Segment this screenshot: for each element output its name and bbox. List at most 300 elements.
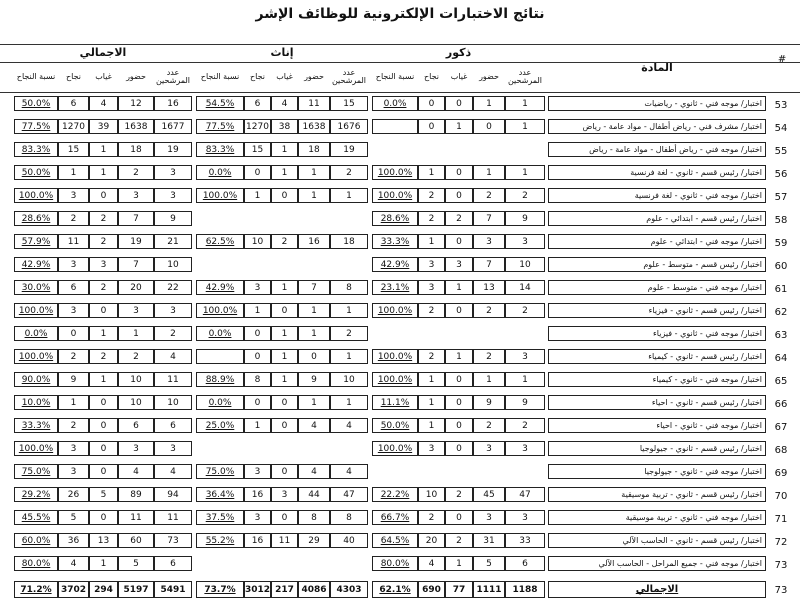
subject-cell: اختبار/ رئيس قسم - ثانوي - الحاسب الآلي xyxy=(548,533,766,548)
cell-total-present: 20 xyxy=(118,280,154,295)
cell-total-passed: 1 xyxy=(58,395,89,410)
cell-male-pct: 100.0% xyxy=(372,349,418,364)
cell-male-absent: 3 xyxy=(445,257,473,272)
row-number: 59 xyxy=(774,238,788,249)
cell-male-pct: 100.0% xyxy=(372,303,418,318)
cell-total-passed: 2 xyxy=(58,349,89,364)
table-row xyxy=(0,253,800,276)
table-row xyxy=(0,115,800,138)
cell-female-pct: 100.0% xyxy=(196,188,244,203)
row-number: 58 xyxy=(774,215,788,226)
cell-female-absent: 0 xyxy=(271,418,298,433)
cell-female-passed: 1270 xyxy=(244,119,271,134)
cell-female-present: 7 xyxy=(298,280,330,295)
group-header-female: إناث xyxy=(270,46,294,59)
cell-male-candidates: 2 xyxy=(505,418,545,433)
table-row xyxy=(0,92,800,115)
cell-total-passed: 3 xyxy=(58,257,89,272)
subject-cell: اختبار/ موجه فني - ثانوي - احياء xyxy=(548,418,766,433)
table-row xyxy=(0,299,800,322)
cell-female-present: 8 xyxy=(298,510,330,525)
cell-female-pct: 0.0% xyxy=(196,395,244,410)
cell-male-absent: 2 xyxy=(445,211,473,226)
cell-male-absent: 1 xyxy=(445,556,473,571)
cell-male-pct: 22.2% xyxy=(372,487,418,502)
cell-male-candidates: 14 xyxy=(505,280,545,295)
cell-male-candidates: 2 xyxy=(505,188,545,203)
subject-cell: اختبار/ رئيس قسم - ثانوي - تربية موسيقية xyxy=(548,487,766,502)
cell-total-pct: 57.9% xyxy=(14,234,58,249)
cell-male-absent: 0 xyxy=(445,188,473,203)
cell-total-candidates: 6 xyxy=(154,556,192,571)
totals-row-number: 73 xyxy=(774,585,788,596)
cell-female-absent: 1 xyxy=(271,349,298,364)
cell-total-passed: 9 xyxy=(58,372,89,387)
cell-male-passed: 690 xyxy=(418,581,445,598)
cell-female-absent: 1 xyxy=(271,142,298,157)
cell-total-passed: 1 xyxy=(58,165,89,180)
cell-male-pct xyxy=(372,119,418,134)
cell-male-passed: 20 xyxy=(418,533,445,548)
cell-total-present: 7 xyxy=(118,257,154,272)
cell-total-passed: 3 xyxy=(58,441,89,456)
cell-total-absent: 2 xyxy=(89,280,118,295)
row-number: 63 xyxy=(774,330,788,341)
cell-male-pct: 64.5% xyxy=(372,533,418,548)
cell-female-pct: 37.5% xyxy=(196,510,244,525)
cell-male-candidates: 1 xyxy=(505,96,545,111)
cell-male-pct: 100.0% xyxy=(372,188,418,203)
cell-female-pct xyxy=(196,349,244,364)
cell-total-absent: 0 xyxy=(89,441,118,456)
cell-male-absent: 0 xyxy=(445,234,473,249)
cell-male-present: 3 xyxy=(473,441,505,456)
row-number: 62 xyxy=(774,307,788,318)
cell-female-present: 1638 xyxy=(298,119,330,134)
cell-total-passed: 1270 xyxy=(58,119,89,134)
subject-cell: اختبار/ موجه فني - ثانوي - تربية موسيقية xyxy=(548,510,766,525)
cell-female-present: 1 xyxy=(298,165,330,180)
cell-total-passed: 2 xyxy=(58,211,89,226)
cell-female-pct: 25.0% xyxy=(196,418,244,433)
cell-total-pct: 75.0% xyxy=(14,464,58,479)
cell-total-candidates: 2 xyxy=(154,326,192,341)
cell-female-candidates: 18 xyxy=(330,234,368,249)
cell-female-pct: 54.5% xyxy=(196,96,244,111)
cell-total-present: 2 xyxy=(118,165,154,180)
cell-total-pct: 100.0% xyxy=(14,441,58,456)
column-header-candidates: عدد المرشحين xyxy=(155,67,191,85)
subject-cell: اختبار/ مشرف فني - رياض أطفال - مواد عامة - رياض xyxy=(548,119,766,134)
subject-cell: اختبار/ رئيس قسم - ثانوي - جيولوجيا xyxy=(548,441,766,456)
cell-female-absent: 3 xyxy=(271,487,298,502)
cell-male-passed: 2 xyxy=(418,510,445,525)
cell-total-passed: 3702 xyxy=(58,581,89,598)
column-header-present: حضور xyxy=(479,71,499,81)
cell-total-candidates: 1677 xyxy=(154,119,192,134)
cell-female-candidates: 1676 xyxy=(330,119,368,134)
subject-cell: اختبار/ موجه فني - ثانوي - كيمياء xyxy=(548,372,766,387)
cell-total-pct: 71.2% xyxy=(14,581,58,598)
cell-total-present: 3 xyxy=(118,303,154,318)
cell-female-pct: 42.9% xyxy=(196,280,244,295)
table-row xyxy=(0,230,800,253)
cell-total-absent: 13 xyxy=(89,533,118,548)
cell-total-present: 3 xyxy=(118,188,154,203)
cell-male-passed: 0 xyxy=(418,119,445,134)
cell-female-present: 4 xyxy=(298,418,330,433)
column-header-passed: نجاح xyxy=(424,71,439,81)
cell-total-candidates: 3 xyxy=(154,441,192,456)
column-header-present: حضور xyxy=(304,71,324,81)
group-header-total: الاجمالي xyxy=(79,46,127,59)
cell-total-present: 18 xyxy=(118,142,154,157)
cell-total-candidates: 5491 xyxy=(154,581,192,598)
cell-female-passed: 0 xyxy=(244,165,271,180)
cell-female-candidates: 2 xyxy=(330,326,368,341)
cell-total-candidates: 10 xyxy=(154,257,192,272)
cell-male-passed: 2 xyxy=(418,188,445,203)
column-header-absent: غياب xyxy=(450,71,468,81)
cell-total-candidates: 4 xyxy=(154,464,192,479)
cell-female-pct: 36.4% xyxy=(196,487,244,502)
cell-female-passed: 6 xyxy=(244,96,271,111)
row-number: 54 xyxy=(774,123,788,134)
cell-male-present: 31 xyxy=(473,533,505,548)
cell-male-candidates: 10 xyxy=(505,257,545,272)
cell-female-passed: 3 xyxy=(244,280,271,295)
cell-total-candidates: 4 xyxy=(154,349,192,364)
cell-total-pct: 80.0% xyxy=(14,556,58,571)
cell-total-passed: 2 xyxy=(58,418,89,433)
cell-total-pct: 100.0% xyxy=(14,303,58,318)
cell-female-absent: 0 xyxy=(271,510,298,525)
cell-male-candidates: 9 xyxy=(505,211,545,226)
cell-male-absent: 77 xyxy=(445,581,473,598)
cell-total-pct: 50.0% xyxy=(14,165,58,180)
cell-male-pct: 100.0% xyxy=(372,372,418,387)
cell-male-pct: 80.0% xyxy=(372,556,418,571)
row-number: 64 xyxy=(774,353,788,364)
cell-female-present: 1 xyxy=(298,326,330,341)
cell-male-absent: 2 xyxy=(445,487,473,502)
cell-total-pct: 10.0% xyxy=(14,395,58,410)
cell-total-candidates: 19 xyxy=(154,142,192,157)
cell-total-present: 5 xyxy=(118,556,154,571)
cell-female-candidates: 10 xyxy=(330,372,368,387)
cell-total-candidates: 3 xyxy=(154,188,192,203)
row-number: 69 xyxy=(774,468,788,479)
cell-male-candidates: 2 xyxy=(505,303,545,318)
cell-total-candidates: 6 xyxy=(154,418,192,433)
column-header-pct: نسبة النجاح xyxy=(200,71,240,81)
table-row xyxy=(0,368,800,391)
cell-female-passed: 1 xyxy=(244,303,271,318)
cell-female-passed: 0 xyxy=(244,326,271,341)
cell-female-passed: 16 xyxy=(244,487,271,502)
cell-total-absent: 0 xyxy=(89,188,118,203)
cell-female-candidates: 4 xyxy=(330,464,368,479)
cell-female-absent: 0 xyxy=(271,188,298,203)
cell-male-candidates: 1 xyxy=(505,372,545,387)
column-header-subject: المادة xyxy=(641,61,673,75)
cell-male-pct: 42.9% xyxy=(372,257,418,272)
cell-male-present: 7 xyxy=(473,211,505,226)
cell-female-present: 11 xyxy=(298,96,330,111)
cell-male-pct: 28.6% xyxy=(372,211,418,226)
cell-female-candidates: 2 xyxy=(330,165,368,180)
table-row xyxy=(0,414,800,437)
column-header-present: حضور xyxy=(126,71,146,81)
cell-male-passed: 2 xyxy=(418,349,445,364)
cell-female-candidates: 47 xyxy=(330,487,368,502)
cell-female-passed: 0 xyxy=(244,395,271,410)
cell-female-absent: 1 xyxy=(271,326,298,341)
cell-male-absent: 1 xyxy=(445,349,473,364)
cell-female-present: 18 xyxy=(298,142,330,157)
cell-male-pct: 100.0% xyxy=(372,441,418,456)
cell-male-candidates: 6 xyxy=(505,556,545,571)
cell-female-absent: 0 xyxy=(271,464,298,479)
row-number: 68 xyxy=(774,445,788,456)
cell-female-pct: 88.9% xyxy=(196,372,244,387)
cell-total-candidates: 73 xyxy=(154,533,192,548)
row-number: 57 xyxy=(774,192,788,203)
subject-cell: اختبار/ رئيس قسم - ثانوي - فيزياء xyxy=(548,303,766,318)
cell-total-present: 19 xyxy=(118,234,154,249)
cell-female-passed: 15 xyxy=(244,142,271,157)
cell-female-present: 1 xyxy=(298,188,330,203)
cell-total-absent: 294 xyxy=(89,581,118,598)
cell-female-passed: 3 xyxy=(244,464,271,479)
cell-total-present: 12 xyxy=(118,96,154,111)
cell-male-absent: 1 xyxy=(445,280,473,295)
cell-male-candidates: 1 xyxy=(505,165,545,180)
cell-female-present: 4 xyxy=(298,464,330,479)
table-row xyxy=(0,138,800,161)
cell-male-passed: 2 xyxy=(418,211,445,226)
cell-female-candidates: 4303 xyxy=(330,581,368,598)
cell-total-passed: 6 xyxy=(58,280,89,295)
cell-female-absent: 0 xyxy=(271,395,298,410)
column-header-absent: غياب xyxy=(276,71,293,81)
cell-male-passed: 1 xyxy=(418,395,445,410)
header-rule xyxy=(0,62,800,63)
cell-female-candidates: 1 xyxy=(330,395,368,410)
page-title: نتائج الاختبارات الإلكترونية للوظائف الإشر xyxy=(255,6,545,22)
table-row xyxy=(0,276,800,299)
subject-cell: اختبار/ رئيس قسم - ثانوي - احياء xyxy=(548,395,766,410)
cell-female-absent: 1 xyxy=(271,372,298,387)
cell-male-candidates: 1188 xyxy=(505,581,545,598)
cell-total-absent: 39 xyxy=(89,119,118,134)
cell-total-pct: 33.3% xyxy=(14,418,58,433)
totals-row xyxy=(0,577,800,600)
cell-total-present: 10 xyxy=(118,372,154,387)
cell-total-pct: 83.3% xyxy=(14,142,58,157)
table-row xyxy=(0,391,800,414)
cell-total-absent: 1 xyxy=(89,326,118,341)
cell-total-candidates: 22 xyxy=(154,280,192,295)
subject-cell: اختبار/ رئيس قسم - متوسط - علوم xyxy=(548,257,766,272)
cell-male-present: 3 xyxy=(473,510,505,525)
cell-total-pct: 28.6% xyxy=(14,211,58,226)
table-row xyxy=(0,207,800,230)
cell-female-present: 1 xyxy=(298,395,330,410)
cell-total-passed: 4 xyxy=(58,556,89,571)
column-header-passed: نجاح xyxy=(250,71,265,81)
cell-female-candidates: 1 xyxy=(330,303,368,318)
cell-male-absent: 1 xyxy=(445,119,473,134)
subject-cell: اختبار/ رئيس قسم - ثانوي - كيمياء xyxy=(548,349,766,364)
cell-female-absent: 217 xyxy=(271,581,298,598)
cell-male-candidates: 3 xyxy=(505,510,545,525)
cell-male-passed: 1 xyxy=(418,418,445,433)
cell-male-candidates: 33 xyxy=(505,533,545,548)
cell-total-candidates: 16 xyxy=(154,96,192,111)
cell-total-absent: 5 xyxy=(89,487,118,502)
row-number: 71 xyxy=(774,514,788,525)
cell-female-present: 1 xyxy=(298,303,330,318)
column-header-absent: غياب xyxy=(95,71,112,81)
cell-total-pct: 0.0% xyxy=(14,326,58,341)
cell-male-pct: 100.0% xyxy=(372,165,418,180)
cell-male-candidates: 1 xyxy=(505,119,545,134)
cell-female-pct: 55.2% xyxy=(196,533,244,548)
cell-male-present: 3 xyxy=(473,234,505,249)
cell-male-present: 5 xyxy=(473,556,505,571)
cell-total-present: 4 xyxy=(118,464,154,479)
cell-total-passed: 3 xyxy=(58,464,89,479)
cell-male-passed: 3 xyxy=(418,257,445,272)
row-number: 66 xyxy=(774,399,788,410)
cell-total-absent: 2 xyxy=(89,349,118,364)
cell-total-passed: 5 xyxy=(58,510,89,525)
cell-total-pct: 50.0% xyxy=(14,96,58,111)
cell-female-candidates: 40 xyxy=(330,533,368,548)
cell-female-candidates: 8 xyxy=(330,280,368,295)
cell-total-candidates: 11 xyxy=(154,372,192,387)
cell-female-pct: 62.5% xyxy=(196,234,244,249)
cell-total-pct: 100.0% xyxy=(14,188,58,203)
cell-total-pct: 29.2% xyxy=(14,487,58,502)
cell-male-pct: 66.7% xyxy=(372,510,418,525)
cell-male-passed: 1 xyxy=(418,234,445,249)
cell-total-present: 3 xyxy=(118,441,154,456)
cell-male-passed: 3 xyxy=(418,280,445,295)
cell-total-passed: 26 xyxy=(58,487,89,502)
cell-total-absent: 0 xyxy=(89,395,118,410)
cell-male-passed: 1 xyxy=(418,372,445,387)
cell-female-passed: 8 xyxy=(244,372,271,387)
subject-cell: اختبار/ موجه فني - جميع المراحل - الحاسب الآلي xyxy=(548,556,766,571)
cell-male-absent: 0 xyxy=(445,510,473,525)
cell-total-absent: 0 xyxy=(89,464,118,479)
subject-cell: اختبار/ موجه فني - ثانوي - جيولوجيا xyxy=(548,464,766,479)
cell-female-absent: 2 xyxy=(271,234,298,249)
cell-female-passed: 10 xyxy=(244,234,271,249)
cell-male-absent: 0 xyxy=(445,441,473,456)
cell-total-present: 11 xyxy=(118,510,154,525)
cell-total-present: 7 xyxy=(118,211,154,226)
cell-male-present: 0 xyxy=(473,119,505,134)
cell-male-pct: 33.3% xyxy=(372,234,418,249)
cell-total-present: 5197 xyxy=(118,581,154,598)
column-header-passed: نجاح xyxy=(66,71,81,81)
cell-male-present: 45 xyxy=(473,487,505,502)
cell-female-present: 0 xyxy=(298,349,330,364)
cell-total-pct: 60.0% xyxy=(14,533,58,548)
cell-female-absent: 4 xyxy=(271,96,298,111)
cell-total-candidates: 3 xyxy=(154,303,192,318)
cell-male-pct: 62.1% xyxy=(372,581,418,598)
cell-male-present: 2 xyxy=(473,349,505,364)
cell-male-absent: 2 xyxy=(445,533,473,548)
cell-male-pct: 11.1% xyxy=(372,395,418,410)
cell-total-present: 60 xyxy=(118,533,154,548)
cell-total-present: 1638 xyxy=(118,119,154,134)
cell-female-candidates: 4 xyxy=(330,418,368,433)
cell-female-pct: 73.7% xyxy=(196,581,244,598)
cell-male-absent: 0 xyxy=(445,418,473,433)
cell-total-absent: 4 xyxy=(89,96,118,111)
cell-female-present: 4086 xyxy=(298,581,330,598)
table-row xyxy=(0,322,800,345)
cell-total-passed: 3 xyxy=(58,188,89,203)
cell-male-present: 2 xyxy=(473,188,505,203)
cell-female-absent: 0 xyxy=(271,303,298,318)
cell-female-absent: 1 xyxy=(271,165,298,180)
cell-male-candidates: 3 xyxy=(505,234,545,249)
row-number: 56 xyxy=(774,169,788,180)
row-number: 73 xyxy=(774,560,788,571)
cell-total-absent: 1 xyxy=(89,142,118,157)
subject-cell: اختبار/ موجه فني - ابتدائي - علوم xyxy=(548,234,766,249)
cell-total-candidates: 10 xyxy=(154,395,192,410)
table-row xyxy=(0,460,800,483)
cell-total-absent: 3 xyxy=(89,257,118,272)
cell-male-present: 1111 xyxy=(473,581,505,598)
cell-total-candidates: 11 xyxy=(154,510,192,525)
cell-female-present: 44 xyxy=(298,487,330,502)
row-number: 65 xyxy=(774,376,788,387)
cell-male-passed: 1 xyxy=(418,165,445,180)
cell-total-absent: 1 xyxy=(89,165,118,180)
table-row xyxy=(0,506,800,529)
cell-female-passed: 16 xyxy=(244,533,271,548)
cell-total-pct: 100.0% xyxy=(14,349,58,364)
cell-female-candidates: 8 xyxy=(330,510,368,525)
cell-male-absent: 0 xyxy=(445,96,473,111)
cell-male-present: 2 xyxy=(473,418,505,433)
row-number: 53 xyxy=(774,100,788,111)
subject-cell: اختبار/ رئيس قسم - ابتدائي - علوم xyxy=(548,211,766,226)
cell-male-pct: 0.0% xyxy=(372,96,418,111)
cell-female-pct: 83.3% xyxy=(196,142,244,157)
cell-female-pct: 100.0% xyxy=(196,303,244,318)
row-number: 61 xyxy=(774,284,788,295)
table-row xyxy=(0,437,800,460)
cell-male-passed: 2 xyxy=(418,303,445,318)
row-number: 70 xyxy=(774,491,788,502)
cell-total-absent: 0 xyxy=(89,303,118,318)
cell-male-present: 1 xyxy=(473,165,505,180)
cell-male-absent: 0 xyxy=(445,165,473,180)
cell-female-candidates: 1 xyxy=(330,349,368,364)
subject-cell: اختبار/ موجه فني - رياض أطفال - مواد عامة - رياض xyxy=(548,142,766,157)
cell-female-passed: 3012 xyxy=(244,581,271,598)
cell-total-absent: 1 xyxy=(89,372,118,387)
